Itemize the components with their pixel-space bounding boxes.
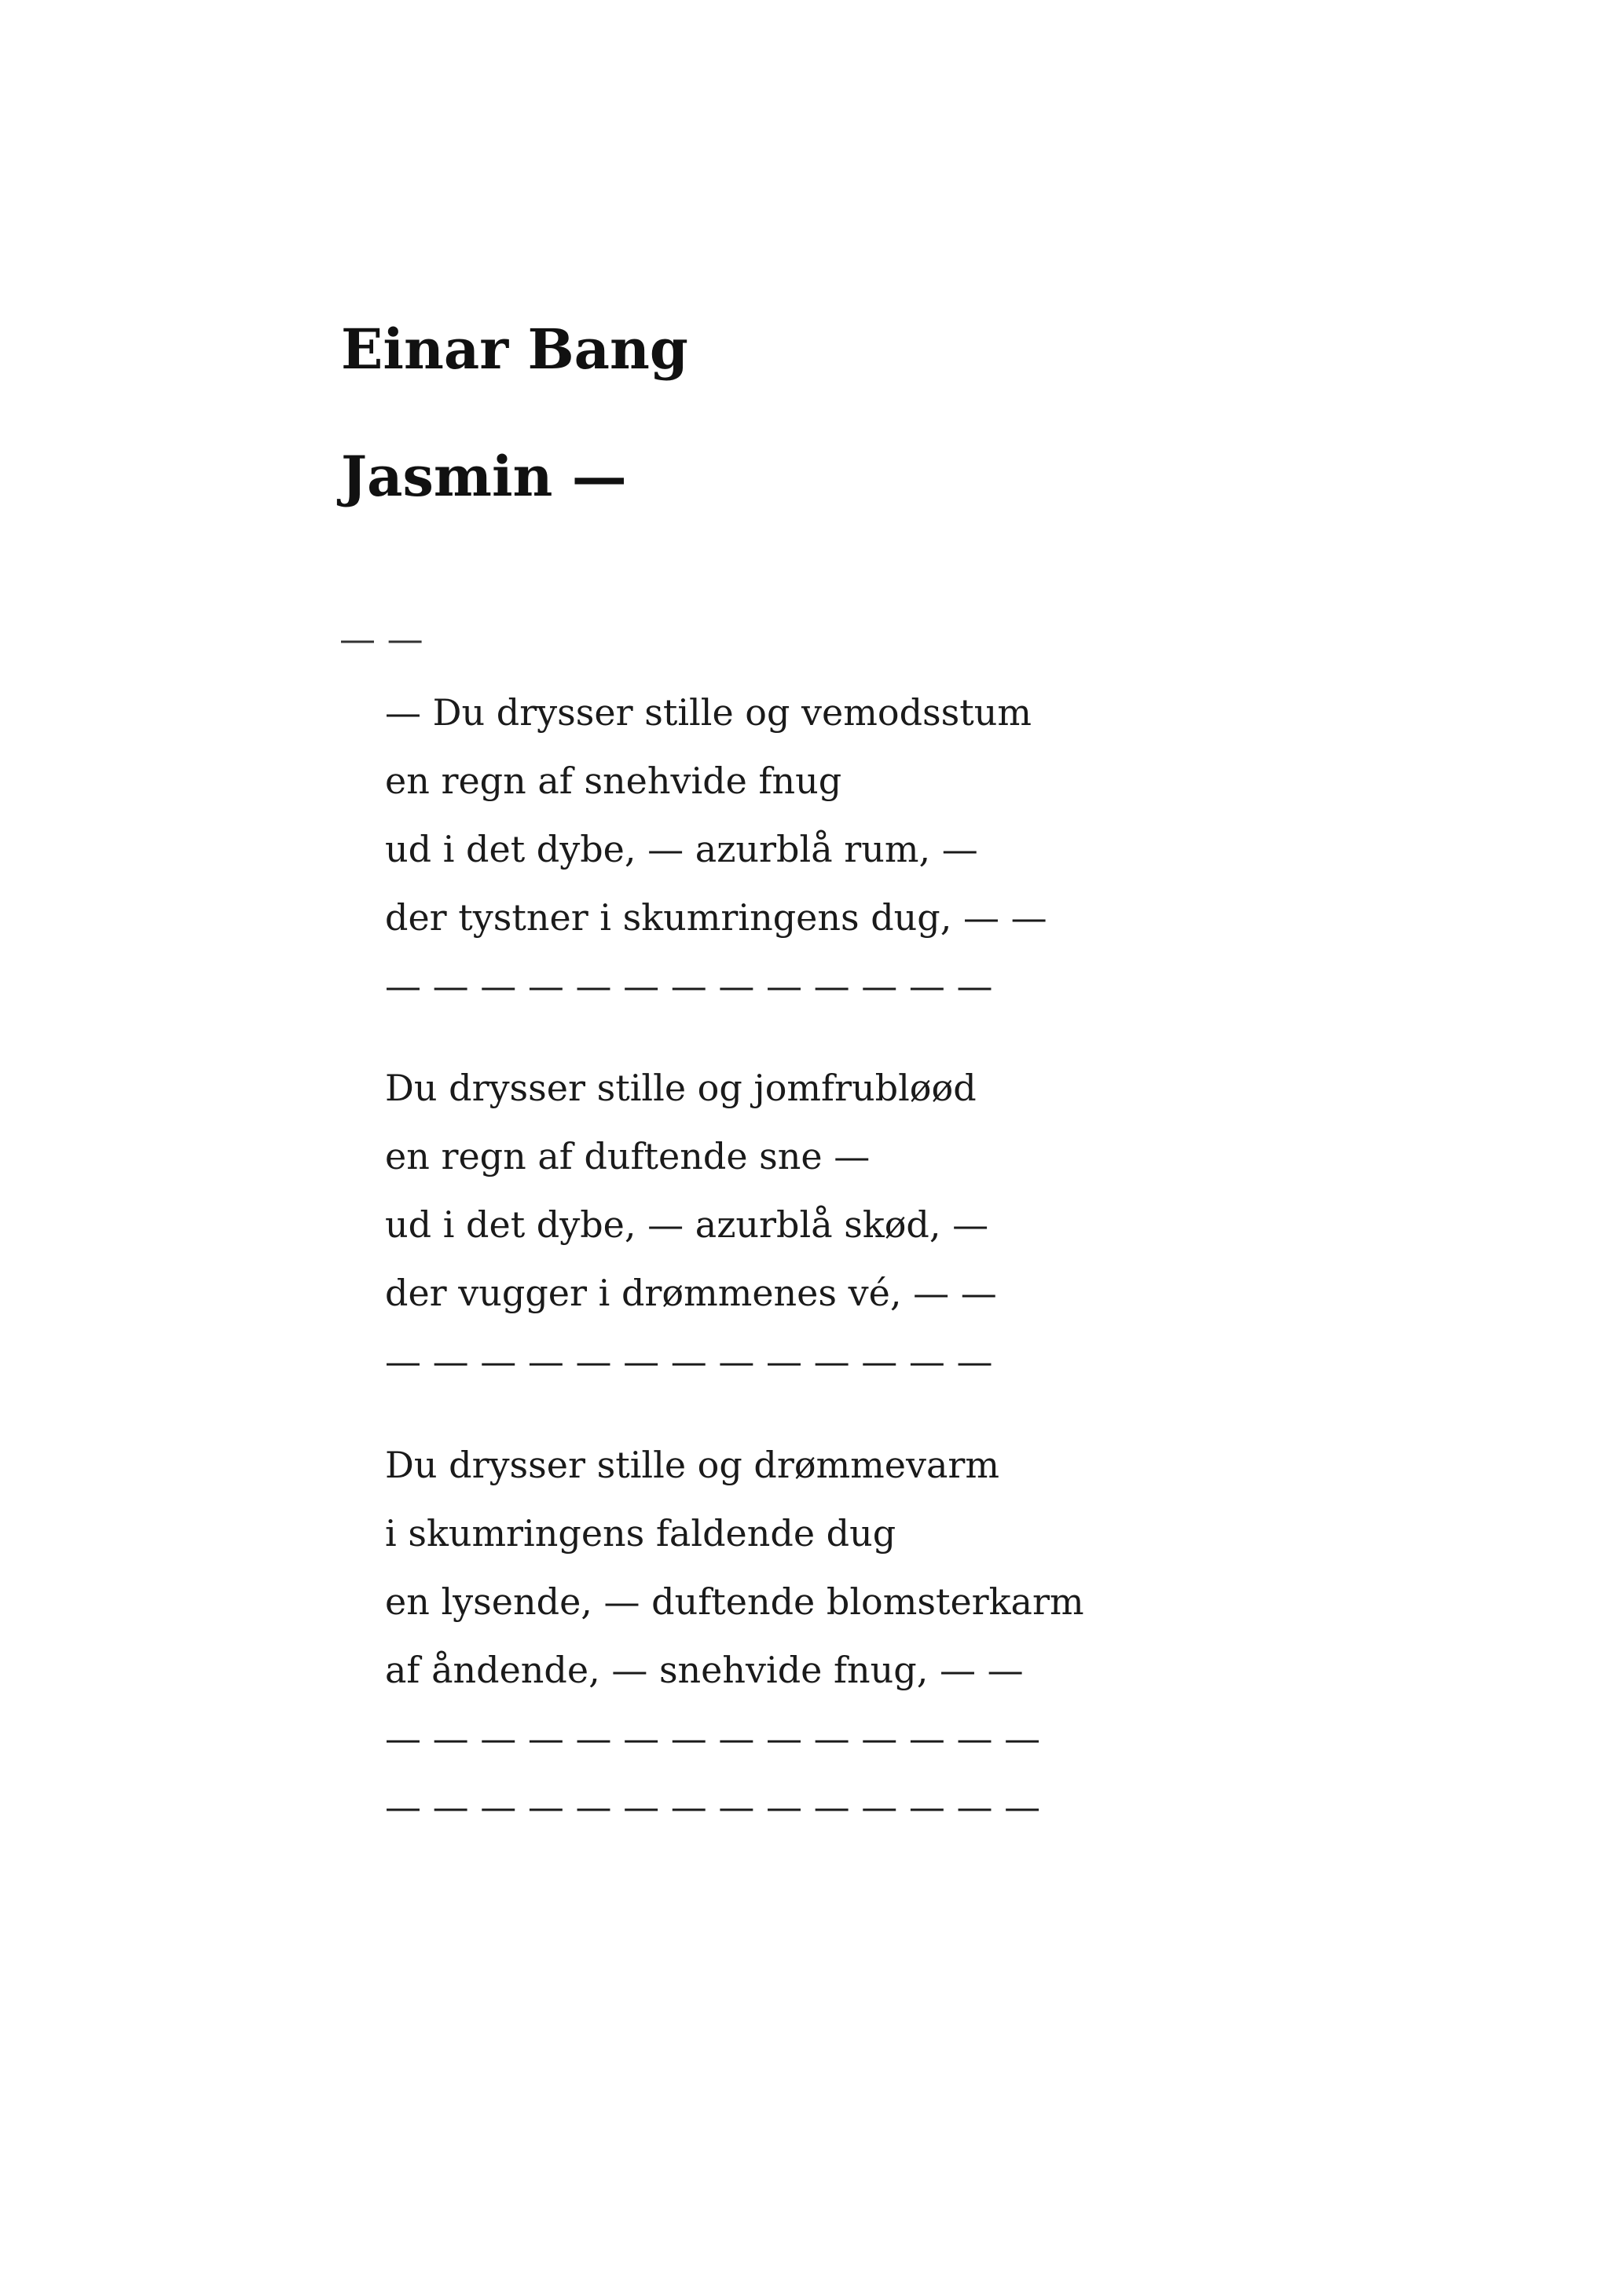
lead-dashes: — — [339,617,423,660]
poem-line: en lysende, — duftende blomsterkarm [385,1580,1084,1623]
stanza-2 [385,1054,997,1396]
poem-line: en regn af snehvide fnug [385,760,842,802]
stanza-3 [385,1431,1084,1841]
poem-line: ud i det dybe, — azurblå skød, — [385,1203,989,1246]
stanza-1 [385,679,1047,1020]
dash-line: — — — — — — — — — — — — — [385,965,993,1007]
poem-line: der vugger i drømmenes vé, — — [385,1272,997,1314]
poem-line: ud i det dybe, — azurblå rum, — [385,828,978,870]
dash-line: — — — — — — — — — — — — — — [385,1717,1041,1760]
poem-line: i skumringens faldende dug [385,1512,896,1554]
poem-line: — Du drysser stille og vemodsstum [385,691,1032,734]
poem-title: Jasmin — [341,444,627,509]
poem-line: af åndende, — snehvide fnug, — — [385,1649,1024,1691]
poem-line: Du drysser stille og jomfrubløød [385,1067,977,1109]
dash-line: — — — — — — — — — — — — — — [385,1785,1041,1828]
dash-line: — — — — — — — — — — — — — [385,1340,993,1382]
author-heading: Einar Bang [341,317,688,382]
poem-line: Du drysser stille og drømmevarm [385,1444,1000,1486]
poem-line: der tystner i skumringens dug, — — [385,896,1047,939]
poem-line: en regn af duftende sne — [385,1135,871,1177]
